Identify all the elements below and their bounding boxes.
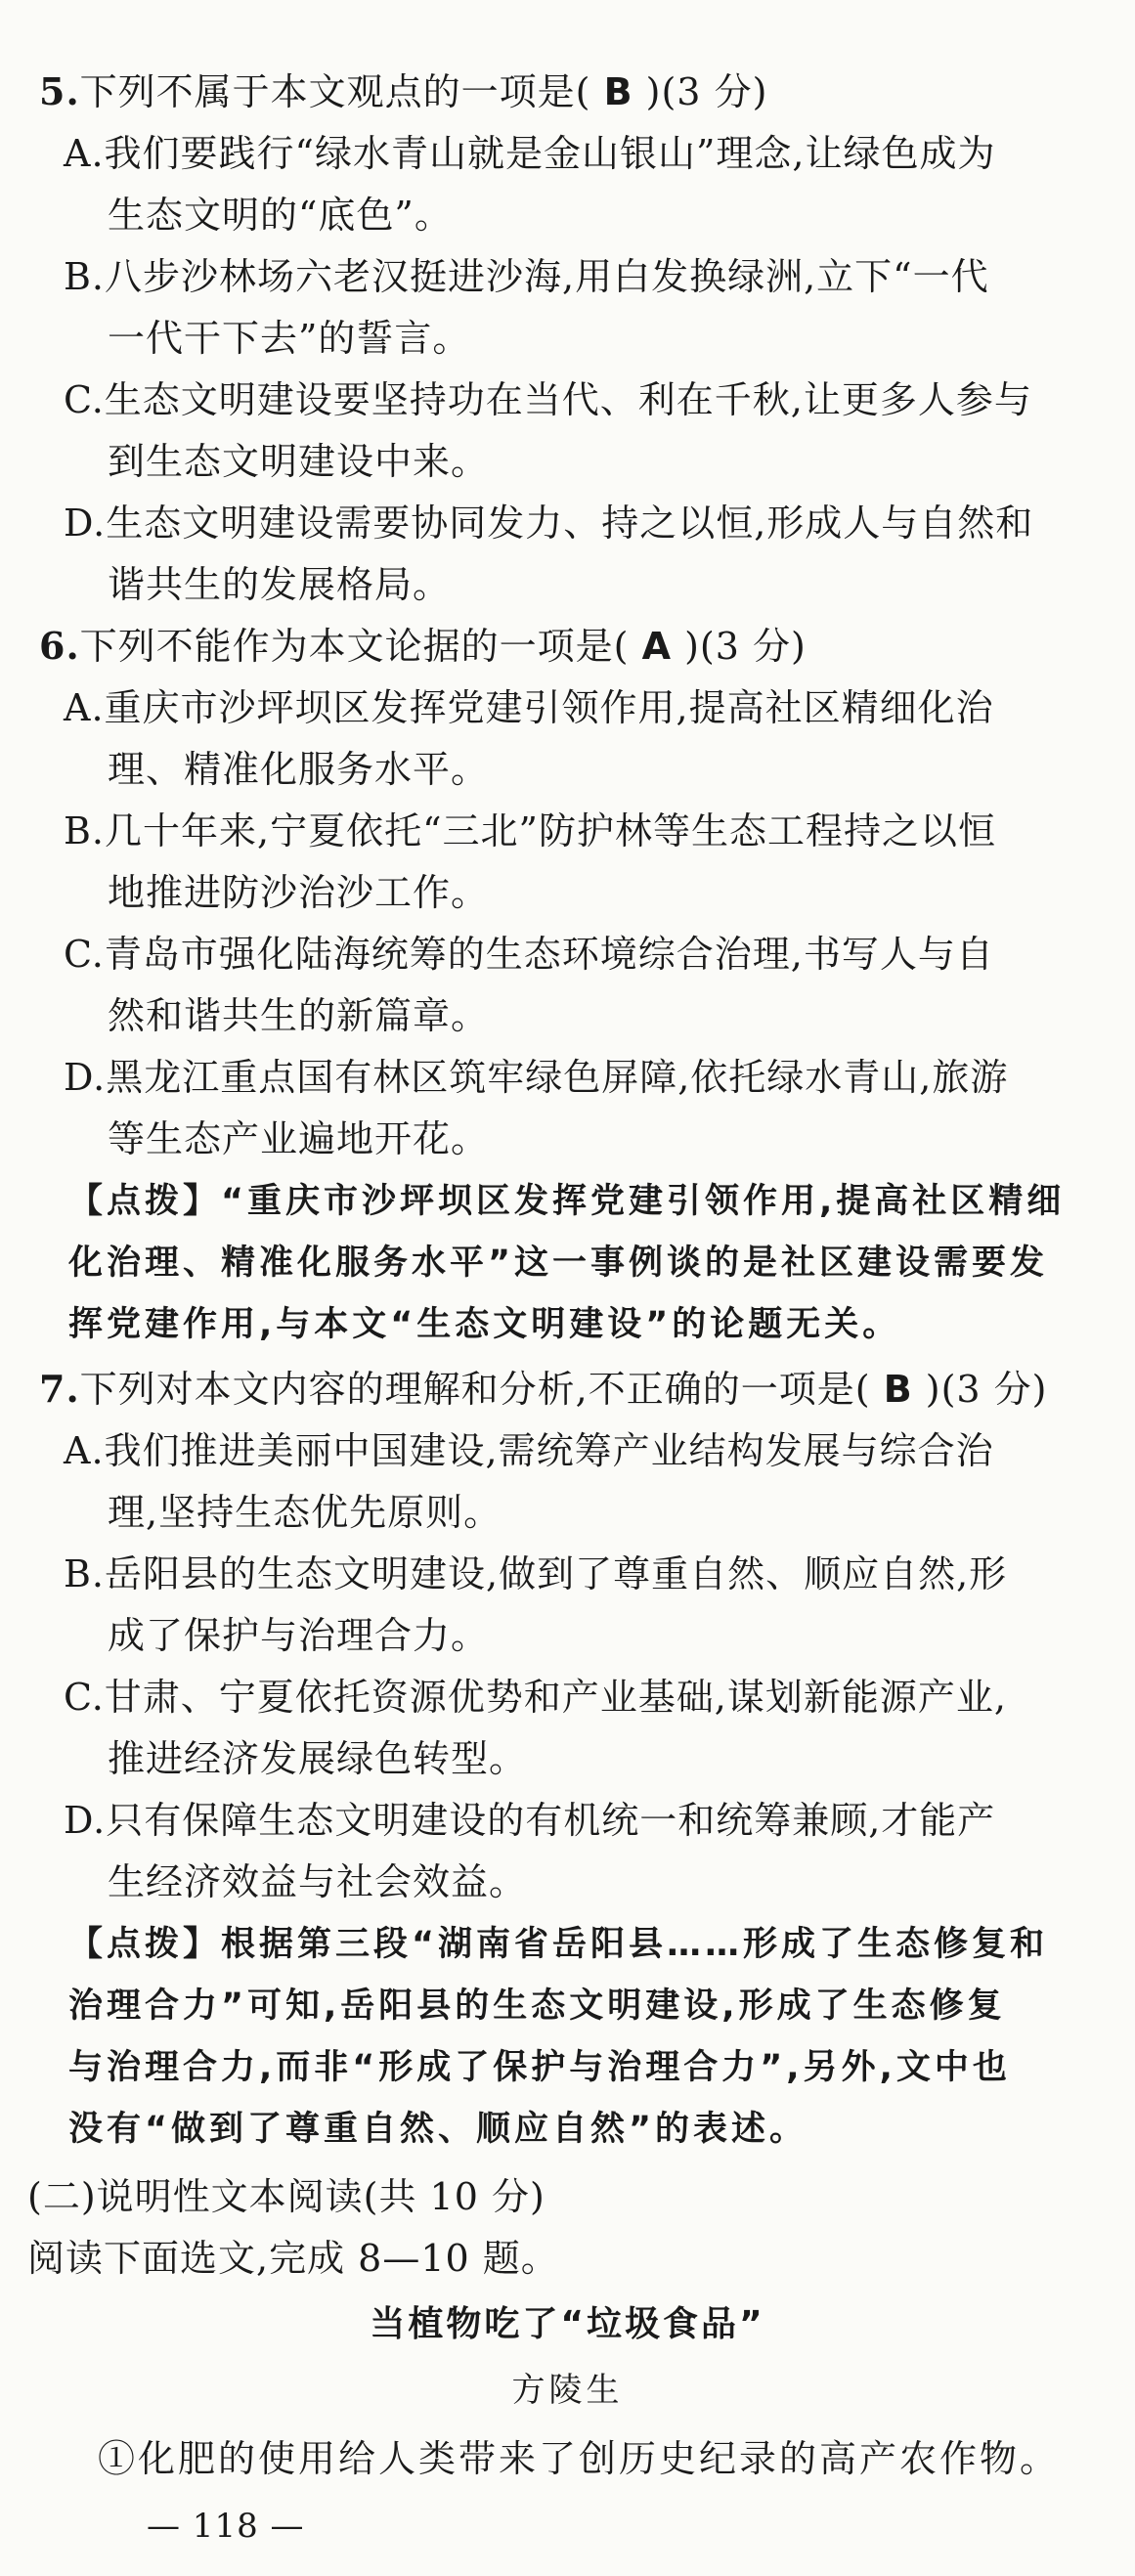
q7-option-b-line1: B.岳阳县的生态文明建设,做到了尊重自然、顺应自然,形 bbox=[64, 1552, 1008, 1595]
q6-tip-line2: 化治理、精准化服务水平”这一事例谈的是社区建设需要发 bbox=[68, 1244, 1049, 1283]
q7-option-c-line2: 推进经济发展绿色转型。 bbox=[108, 1737, 528, 1780]
q7-option-d-line2: 生经济效益与社会效益。 bbox=[108, 1860, 528, 1903]
page-number: — 118 — bbox=[147, 2507, 305, 2546]
q6-option-c-line2: 然和谐共生的新篇章。 bbox=[108, 994, 490, 1037]
q5-option-b-line1: B.八步沙林场六老汉挺进沙海,用白发换绿洲,立下“一代 bbox=[64, 255, 989, 298]
question-5-stem: 5.下列不属于本文观点的一项是( B )(3 分) bbox=[39, 69, 768, 113]
article-paragraph-1: ①化肥的使用给人类带来了创历史纪录的高产农作物。 bbox=[98, 2437, 1061, 2480]
q7-option-b-line2: 成了保护与治理合力。 bbox=[108, 1614, 490, 1657]
q7-tip-line3: 与治理合力,而非“形成了保护与治理合力”,另外,文中也 bbox=[68, 2048, 1011, 2087]
q6-tip-line1: 【点拨】“重庆市沙坪坝区发挥党建引领作用,提高社区精细 bbox=[68, 1182, 1066, 1221]
q6-option-a-line2: 理、精准化服务水平。 bbox=[108, 748, 490, 791]
article-title: 当植物吃了“垃圾食品” bbox=[370, 2304, 765, 2344]
q5-option-c-line1: C.生态文明建设要坚持功在当代、利在千秋,让更多人参与 bbox=[64, 378, 1032, 421]
section-instruction: 阅读下面选文,完成 8—10 题。 bbox=[27, 2237, 559, 2280]
question-6-stem: 6.下列不能作为本文论据的一项是( A )(3 分) bbox=[39, 624, 807, 668]
q5-option-a-line1: A.我们要践行“绿水青山就是金山银山”理念,让绿色成为 bbox=[64, 132, 996, 175]
q7-option-a-line1: A.我们推进美丽中国建设,需统筹产业结构发展与综合治 bbox=[64, 1429, 994, 1472]
question-6-answer: A bbox=[641, 625, 673, 668]
section-heading: (二)说明性文本阅读(共 10 分) bbox=[27, 2175, 546, 2218]
q6-option-d-line1: D.黑龙江重点国有林区筑牢绿色屏障,依托绿水青山,旅游 bbox=[64, 1056, 1009, 1099]
q6-option-b-line1: B.几十年来,宁夏依托“三北”防护林等生态工程持之以恒 bbox=[64, 809, 996, 852]
q6-option-b-line2: 地推进防沙治沙工作。 bbox=[108, 871, 490, 914]
q7-option-a-line2: 理,坚持生态优先原则。 bbox=[108, 1491, 502, 1534]
q7-tip-line4: 没有“做到了尊重自然、顺应自然”的表述。 bbox=[68, 2110, 808, 2149]
q5-option-a-line2: 生态文明的“底色”。 bbox=[108, 194, 453, 237]
q5-option-d-line2: 谐共生的发展格局。 bbox=[108, 563, 452, 606]
q6-tip-line3: 挥党建作用,与本文“生态文明建设”的论题无关。 bbox=[68, 1305, 901, 1344]
q6-option-a-line1: A.重庆市沙坪坝区发挥党建引领作用,提高社区精细化治 bbox=[64, 686, 994, 729]
q7-option-c-line1: C.甘肃、宁夏依托资源优势和产业基础,谋划新能源产业, bbox=[64, 1676, 1007, 1719]
q7-tip-line2: 治理合力”可知,岳阳县的生态文明建设,形成了生态修复 bbox=[68, 1987, 1006, 2026]
q5-option-d-line1: D.生态文明建设需要协同发力、持之以恒,形成人与自然和 bbox=[64, 502, 1034, 545]
article-author: 方陵生 bbox=[511, 2371, 624, 2410]
q5-option-b-line2: 一代干下去”的誓言。 bbox=[108, 317, 471, 360]
q7-tip-line1: 【点拨】根据第三段“湖南省岳阳县……形成了生态修复和 bbox=[68, 1925, 1049, 1964]
q5-option-c-line2: 到生态文明建设中来。 bbox=[108, 440, 490, 483]
q7-option-d-line1: D.只有保障生态文明建设的有机统一和统筹兼顾,才能产 bbox=[64, 1799, 996, 1842]
q6-option-c-line1: C.青岛市强化陆海统筹的生态环境综合治理,书写人与自 bbox=[64, 933, 994, 976]
question-5-answer: B bbox=[603, 70, 633, 113]
question-7-answer: B bbox=[883, 1368, 913, 1411]
question-7-stem: 7.下列对本文内容的理解和分析,不正确的一项是( B )(3 分) bbox=[39, 1367, 1048, 1411]
q6-option-d-line2: 等生态产业遍地开花。 bbox=[108, 1117, 490, 1160]
